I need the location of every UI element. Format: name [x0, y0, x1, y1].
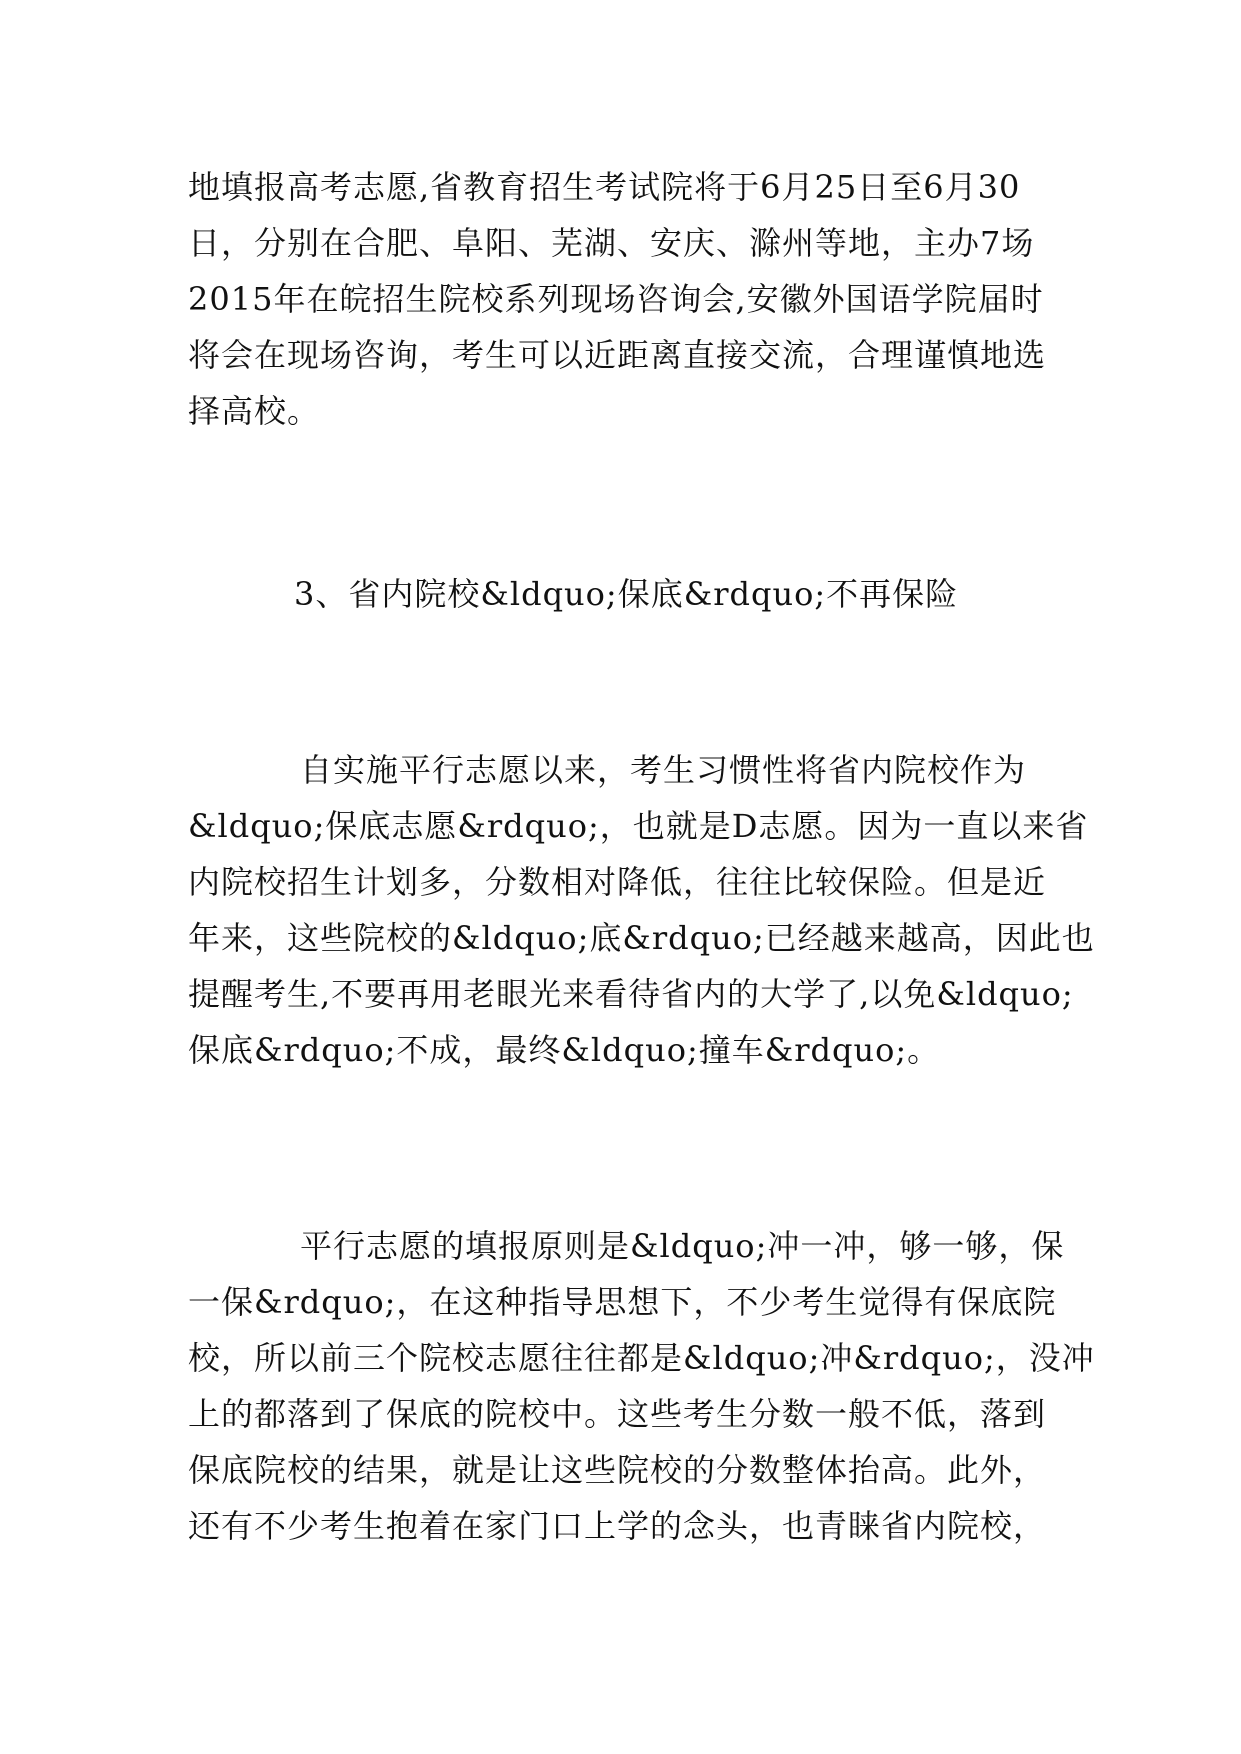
paragraph-continuation: [188, 159, 1058, 439]
paragraph-baodi: [188, 742, 1095, 1078]
text-line: 年来，这些院校的&ldquo;底&rdquo;已经越来越高，因此也: [188, 919, 1095, 957]
text-line: 2015年在皖招生院校系列现场咨询会,安徽外国语学院届时: [188, 280, 1044, 318]
text-line: 提醒考生,不要再用老眼光来看待省内的大学了,以免&ldquo;: [188, 975, 1074, 1013]
heading-text: 3、省内院校&ldquo;保底&rdquo;不再保险: [294, 575, 959, 613]
text-line: 还有不少考生抱着在家门口上学的念头，也青睐省内院校，: [188, 1507, 1047, 1545]
paragraph-principle: [188, 1218, 1095, 1554]
text-line: 自实施平行志愿以来，考生习惯性将省内院校作为: [300, 751, 1027, 789]
text-line: &ldquo;保底志愿&rdquo;，也就是D志愿。因为一直以来省: [188, 807, 1089, 845]
text-line: 上的都落到了保底的院校中。这些考生分数一般不低，落到: [188, 1395, 1047, 1433]
text-line: 保底&rdquo;不成，最终&ldquo;撞车&rdquo;。: [188, 1031, 941, 1069]
text-line: 地填报高考志愿,省教育招生考试院将于6月25日至6月30: [188, 168, 1021, 206]
text-line: 平行志愿的填报原则是&ldquo;冲一冲，够一够，保: [300, 1227, 1065, 1265]
text-line: 内院校招生计划多，分数相对降低，往往比较保险。但是近: [188, 863, 1047, 901]
section-heading: [188, 566, 1164, 622]
text-line: 择高校。: [188, 392, 321, 430]
text-line: 一保&rdquo;，在这种指导思想下，不少考生觉得有保底院: [188, 1283, 1057, 1321]
text-line: 日，分别在合肥、阜阳、芜湖、安庆、滁州等地，主办7场: [188, 224, 1035, 262]
text-line: 保底院校的结果，就是让这些院校的分数整体抬高。此外，: [188, 1451, 1047, 1489]
text-line: 将会在现场咨询，考生可以近距离直接交流，合理谨慎地选: [188, 336, 1047, 374]
text-line: 校，所以前三个院校志愿往往都是&ldquo;冲&rdquo;，没冲: [188, 1339, 1095, 1377]
